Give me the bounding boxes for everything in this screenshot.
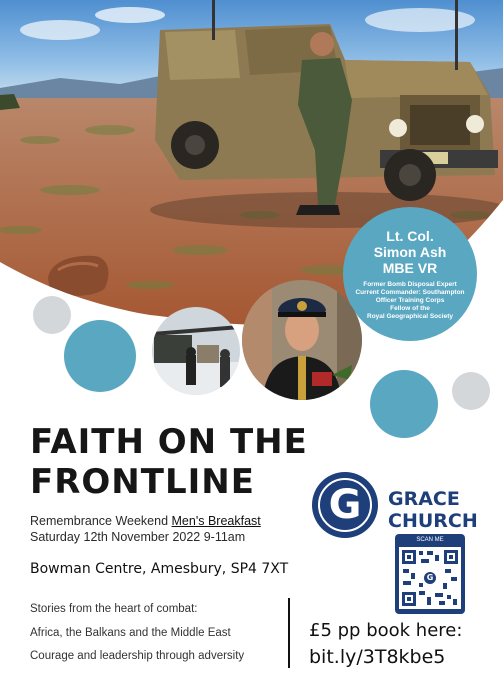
title-line-1: FAITH ON THE (30, 422, 308, 462)
story-line: Africa, the Balkans and the Middle East (30, 627, 231, 639)
church-name (388, 488, 478, 532)
speaker-info (343, 228, 477, 321)
booking-price: £5 pp book here: (309, 620, 463, 641)
decor-circle-blue (64, 320, 136, 392)
speaker-honours: MBE VR (382, 260, 438, 276)
qr-code-card[interactable] (395, 534, 465, 614)
speaker-bio (343, 281, 477, 321)
story-line: Stories from the heart of combat: (30, 603, 198, 615)
logo-letter: G (328, 482, 362, 528)
booking-info (309, 618, 462, 670)
story-line: Courage and leadership through adversity (30, 650, 245, 662)
bio-line: Royal Geographical Society (367, 313, 453, 320)
speaker-rank: Lt. Col. (386, 228, 434, 244)
divider (288, 598, 290, 668)
bio-line: Former Bomb Disposal Expert (363, 281, 457, 288)
bio-line: Officer Training Corps (375, 297, 445, 304)
booking-link[interactable]: bit.ly/3T8kbe5 (309, 646, 446, 668)
qr-center-logo: G (426, 573, 434, 582)
event-type (30, 514, 261, 528)
bio-line: Current Commander: Southampton (355, 289, 465, 296)
decor-circle-grey (33, 296, 71, 334)
event-venue: Bowman Centre, Amesbury, SP4 7XT (30, 561, 289, 577)
qr-label: SCAN ME (416, 537, 444, 543)
bio-line: Fellow of the (390, 305, 430, 312)
speaker-portrait (242, 280, 362, 400)
title-line-2: FRONTLINE (30, 462, 255, 502)
field-photo (152, 307, 240, 395)
event-title (30, 422, 308, 502)
event-type-emphasis: Men's Breakfast (171, 514, 261, 528)
event-type-prefix: Remembrance Weekend (30, 514, 172, 528)
church-name-line-2: CHURCH (388, 510, 478, 532)
decor-circle-grey-right (452, 372, 490, 410)
church-name-line-1: GRACE (388, 488, 460, 510)
speaker-name: Simon Ash (373, 244, 447, 260)
event-date-time: Saturday 12th November 2022 9-11am (30, 530, 246, 544)
decor-circle-blue-right (370, 370, 438, 438)
